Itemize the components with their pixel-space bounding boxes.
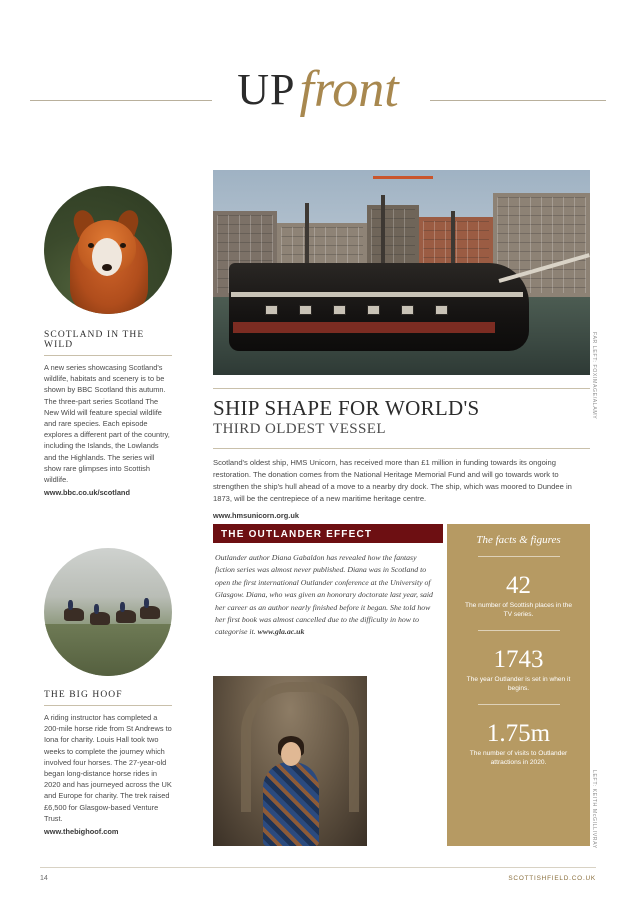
ship-porthole-6 xyxy=(435,305,448,315)
scotland-in-the-wild-kicker: SCOTLAND IN THE WILD xyxy=(44,330,145,350)
ship-porthole-3 xyxy=(333,305,346,315)
horses-ground xyxy=(44,624,172,676)
diana-figure-body xyxy=(263,762,319,846)
ship-headline-rule xyxy=(213,388,590,389)
horse-rider-1 xyxy=(64,608,84,621)
horses-photo xyxy=(44,548,172,676)
masthead-word-front: front xyxy=(299,61,399,118)
ship-body-copy: Scotland's oldest ship, HMS Unicorn, has received more than £1 million in funding towards its ongoing restoration. The donation comes from the National Heritage Memorial Fund and will go towards work to strengthen the ship's hull ahead of a move to a nearby dry dock. The ship, which was moored to Dundee in 1873, will be the centrepiece of a new maritime heritage centre. xyxy=(213,458,572,503)
fact-caption-1: The number of Scottish places in the TV series. xyxy=(464,602,573,619)
fact-number-3: 1.75m xyxy=(486,719,551,747)
diana-gabaldon-photo xyxy=(213,676,367,846)
ship-mast-1 xyxy=(305,203,309,271)
fox-eye-right xyxy=(120,243,126,248)
outlander-section-label: THE OUTLANDER EFFECT xyxy=(221,529,373,540)
outlander-section-bar xyxy=(213,524,443,543)
masthead xyxy=(0,60,636,130)
the-big-hoof-article xyxy=(44,690,172,837)
outlander-link[interactable]: www.gla.ac.uk xyxy=(257,627,305,637)
fact-item-3 xyxy=(447,719,590,768)
fox-photo xyxy=(44,186,172,314)
footer-rule xyxy=(40,867,596,868)
ship-feature-article xyxy=(213,388,590,523)
scotland-in-the-wild-rule xyxy=(44,355,172,356)
ship-porthole-4 xyxy=(367,305,380,315)
footer-website[interactable]: SCOTTISHFIELD.CO.UK xyxy=(508,875,596,882)
scotland-in-the-wild-link[interactable]: www.bbc.co.uk/scotland xyxy=(44,488,130,498)
facts-panel-title: The facts & figures xyxy=(476,534,561,546)
horse-rider-2 xyxy=(90,612,110,625)
the-big-hoof-rule xyxy=(44,705,172,706)
facts-panel-separator-1 xyxy=(478,630,560,631)
facts-panel-separator-2 xyxy=(478,704,560,705)
scotland-in-the-wild-article xyxy=(44,330,172,498)
fact-number-2: 1743 xyxy=(493,645,544,673)
fact-item-1 xyxy=(447,571,590,620)
horse-rider-4 xyxy=(140,606,160,619)
diana-figure-head xyxy=(281,742,301,766)
the-big-hoof-body: A riding instructor has completed a 200-mile horse ride from St Andrews to Iona for charity. Louis Hall took two weeks to complete the journey which involved four horses. The 27-year-old began long-distance horse rides in 2020 and has journeyed across the UK and Europe for charity. The trek raised £6,500 for Glasgow-based Venture Trust. xyxy=(44,713,172,823)
ship-link[interactable]: www.hmsunicorn.org.uk xyxy=(213,511,299,520)
ship-photo xyxy=(213,170,590,375)
the-big-hoof-link[interactable]: www.thebighoof.com xyxy=(44,827,119,837)
ship-headline-line1: SHIP SHAPE FOR WORLD'S xyxy=(213,396,480,420)
ship-body-rule xyxy=(213,448,590,449)
fox-nose xyxy=(102,264,112,271)
the-big-hoof-kicker: THE BIG HOOF xyxy=(44,690,123,700)
outlander-body-copy xyxy=(215,552,437,639)
page-title xyxy=(0,60,636,119)
outlander-body-text: Outlander author Diana Gabaldon has revealed how the fantasy fiction series was almost never published. Diana was in Scotland to open the first international Outlander conference at the University of Glasgow. Diana, who was given an honorary doctorate last year, said her career as an author nearly finished before it began. She told how her first book was almost cancelled due to the difficulty in how to categorise it. xyxy=(215,553,433,637)
scotland-in-the-wild-body: A new series showcasing Scotland's wildlife, habitats and scenery is to be shown by BBC Scotland this autumn. The three-part series Scotland The New Wild will feature special wildlife and rare species. Each episode explores a different part of the country, including the Islands, the Lowlands and the Highlands. The series will show rare glimpses into Scottish wildlife. xyxy=(44,363,170,485)
fox-eye-left xyxy=(88,243,94,248)
masthead-word-up: UP xyxy=(237,65,296,114)
ship-porthole-2 xyxy=(299,305,312,315)
facts-and-figures-panel xyxy=(447,524,590,846)
fact-caption-3: The number of visits to Outlander attractions in 2020. xyxy=(469,749,568,767)
ship-deck-line xyxy=(231,292,523,297)
ship-hull-stripe xyxy=(233,322,495,333)
fact-item-2 xyxy=(447,645,590,694)
footer-page-number: 14 xyxy=(40,875,48,882)
fact-caption-2: The year Outlander is set in when it begins. xyxy=(466,675,571,693)
ship-photo-credit: FAR LEFT: FOXIMAGE/ALAMY xyxy=(591,332,597,420)
facts-panel-separator-top xyxy=(478,556,560,557)
ship-porthole-5 xyxy=(401,305,414,315)
ship-mast-3 xyxy=(451,211,455,271)
diana-photo-credit: LEFT: KEITH McGILLIVRAY xyxy=(591,770,597,849)
horse-rider-3 xyxy=(116,610,136,623)
fact-number-1: 42 xyxy=(506,572,531,599)
ship-mast-2 xyxy=(381,195,385,271)
ship-porthole-1 xyxy=(265,305,278,315)
ship-headline-line2: THIRD OLDEST VESSEL xyxy=(213,421,386,437)
ship-photo-crane xyxy=(373,176,433,179)
